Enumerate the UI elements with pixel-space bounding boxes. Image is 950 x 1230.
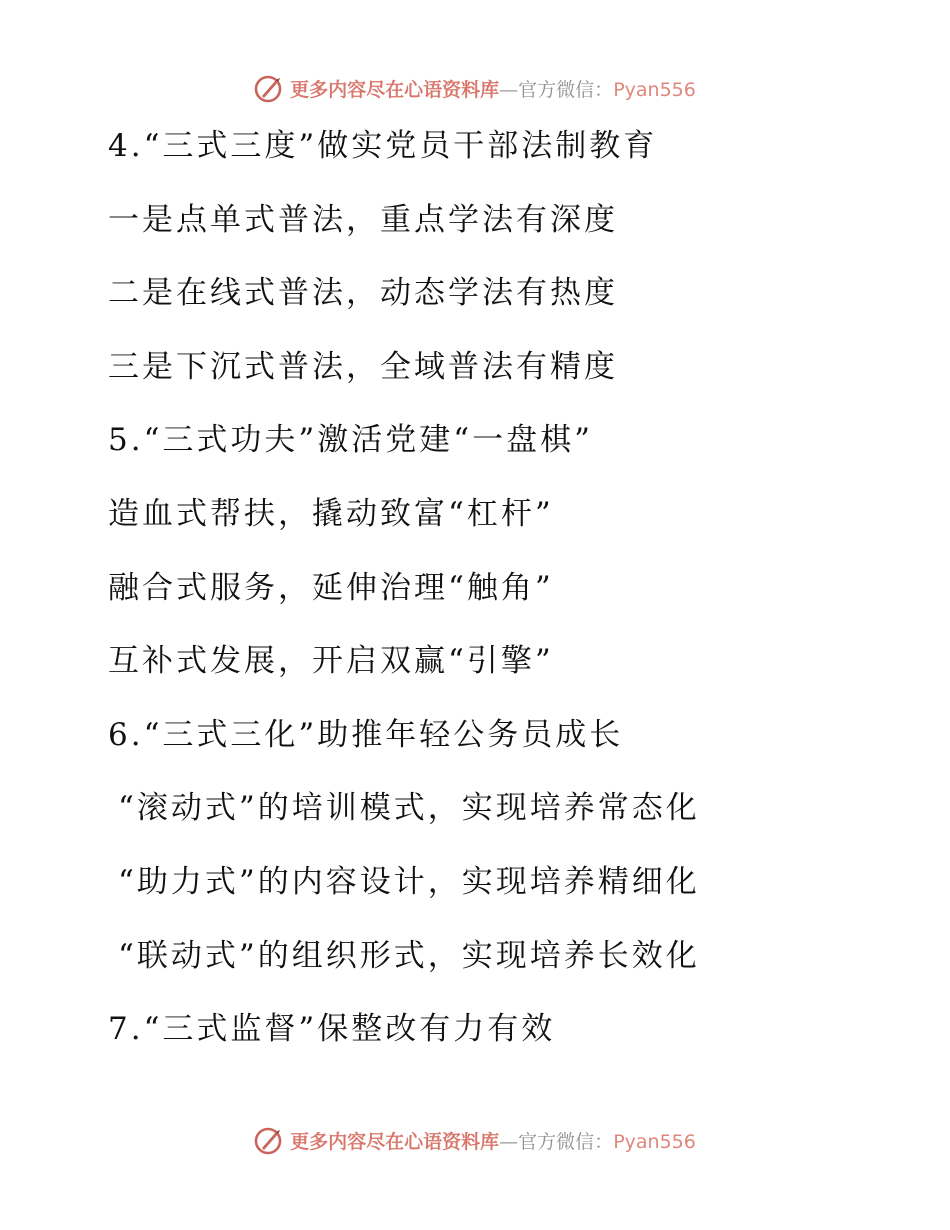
footer-wechat-id: Pyan556 [613,1130,696,1153]
body-line: 一是点单式普法，重点学法有深度 [108,201,618,238]
footer-banner-text [290,1127,696,1154]
pen-logo-icon [254,72,286,104]
document-body [108,118,928,1075]
body-line: 融合式服务，延伸治理“触角” [108,569,554,606]
body-line: 三是下沉式普法，全域普法有精度 [108,348,618,385]
body-line: 造血式帮扶，撬动致富“杠杆” [108,495,554,532]
header-banner-text [290,75,696,102]
header-watermark-banner [0,68,950,108]
section-heading-4: 4.“三式三度”做实党员干部法制教育 [108,128,658,164]
body-line: 互补式发展，开启双赢“引擎” [108,643,554,680]
footer-separator: — [499,1130,519,1153]
footer-official-label: 官方微信： [518,1130,614,1153]
header-brand-text: 更多内容尽在心语资料库 [290,78,500,101]
section-heading-5: 5.“三式功夫”激活党建“一盘棋” [108,422,593,459]
body-line: “助力式”的内容设计，实现培养精细化 [118,863,700,900]
footer-watermark-banner [0,1120,950,1160]
header-wechat-id: Pyan556 [613,78,696,101]
footer-brand-text: 更多内容尽在心语资料库 [290,1130,500,1153]
body-line: “联动式”的组织形式，实现培养长效化 [118,937,700,974]
body-line: “滚动式”的培训模式，实现培养常态化 [118,790,700,827]
body-line: 二是在线式普法，动态学法有热度 [108,275,618,312]
section-heading-7: 7.“三式监督”保整改有力有效 [108,1011,556,1048]
header-official-label: 官方微信： [518,78,614,101]
section-heading-6: 6.“三式三化”助推年轻公务员成长 [108,716,624,753]
pen-logo-icon [254,1124,286,1156]
header-separator: — [499,78,519,101]
